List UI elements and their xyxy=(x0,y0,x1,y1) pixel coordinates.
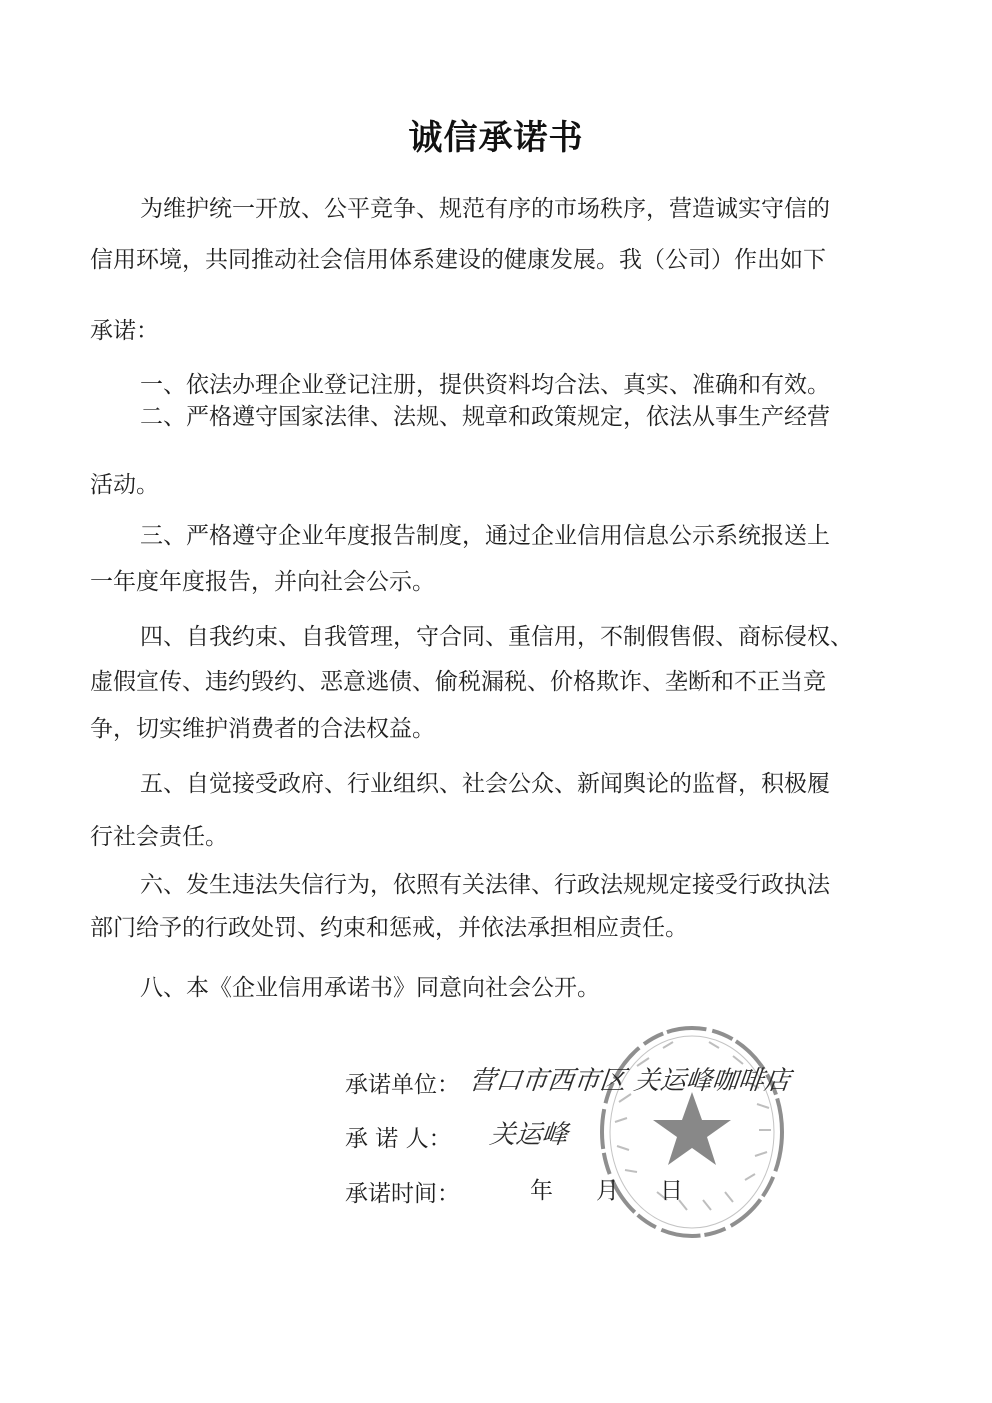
paragraph-line: 五、自觉接受政府、行业组织、社会公众、新闻舆论的监督，积极履 xyxy=(140,771,830,797)
paragraph-line: 争，切实维护消费者的合法权益。 xyxy=(90,716,435,742)
signature-person-handwritten: 关运峰 xyxy=(488,1120,570,1150)
paragraph-line: 虚假宣传、违约毁约、恶意逃债、偷税漏税、价格欺诈、垄断和不正当竞 xyxy=(90,669,826,695)
signature-unit-label: 承诺单位： xyxy=(345,1072,460,1098)
paragraph-line: 三、严格遵守企业年度报告制度，通过企业信用信息公示系统报送上 xyxy=(140,523,830,549)
paragraph-line: 信用环境，共同推动社会信用体系建设的健康发展。我（公司）作出如下 xyxy=(90,247,826,273)
paragraph-line: 活动。 xyxy=(90,472,159,498)
paragraph-line: 二、严格遵守国家法律、法规、规章和政策规定，依法从事生产经营 xyxy=(140,404,830,430)
paragraph-line: 一、依法办理企业登记注册，提供资料均合法、真实、准确和有效。 xyxy=(140,372,830,398)
paragraph-line: 为维护统一开放、公平竞争、规范有序的市场秩序，营造诚实守信的 xyxy=(140,196,830,222)
signature-unit-handwritten: 营口市西市区 关运峰咖啡店 xyxy=(468,1066,792,1096)
paragraph-line: 一年度年度报告，并向社会公示。 xyxy=(90,569,435,595)
paragraph-line: 八、本《企业信用承诺书》同意向社会公开。 xyxy=(140,975,600,1001)
date-day-label: 日 xyxy=(660,1178,683,1204)
paragraph-line: 行社会责任。 xyxy=(90,824,228,850)
paragraph-line: 六、发生违法失信行为，依照有关法律、行政法规规定接受行政执法 xyxy=(140,872,830,898)
date-month-label: 月 xyxy=(596,1178,619,1204)
signature-time-label: 承诺时间： xyxy=(345,1181,460,1207)
company-seal-stamp xyxy=(597,1022,787,1242)
paragraph-line: 承诺： xyxy=(90,318,159,344)
document-title: 诚信承诺书 xyxy=(408,118,584,158)
signature-person-label: 承 诺 人： xyxy=(345,1126,452,1152)
paragraph-line: 部门给予的行政处罚、约束和惩戒，并依法承担相应责任。 xyxy=(90,915,688,941)
date-year-label: 年 xyxy=(530,1178,553,1204)
paragraph-line: 四、自我约束、自我管理，守合同、重信用，不制假售假、商标侵权、 xyxy=(140,624,853,650)
